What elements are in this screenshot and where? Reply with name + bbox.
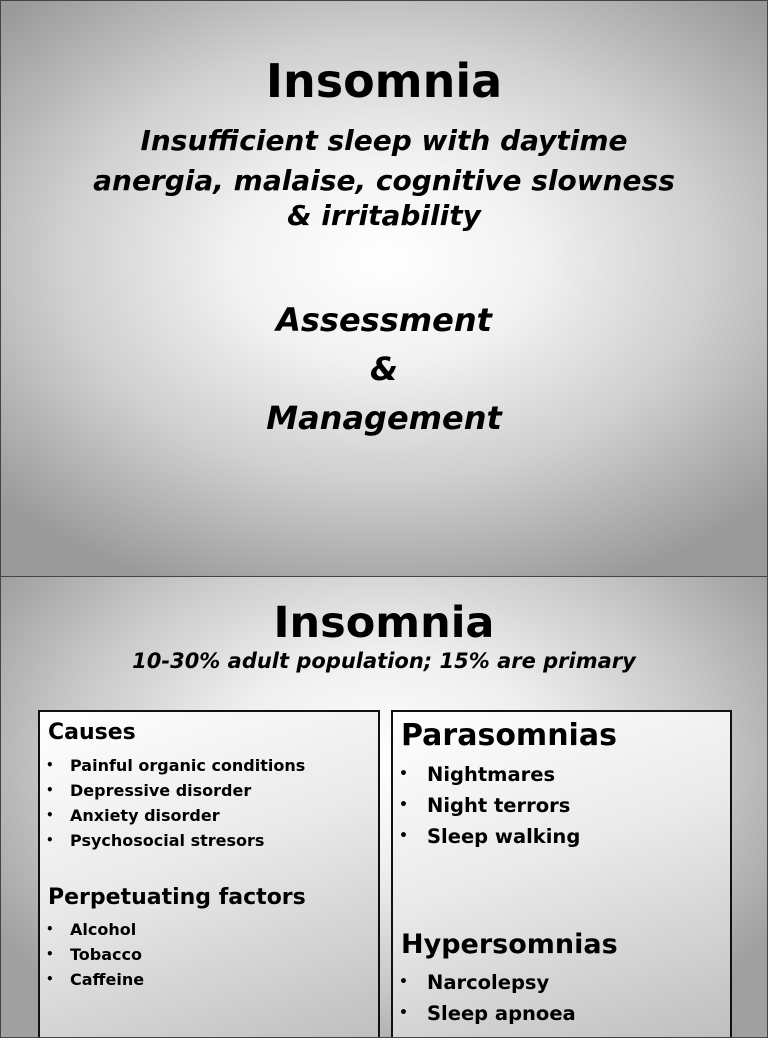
- bullet-icon: •: [399, 766, 408, 782]
- slide1-subtitle-line-1: Insufficient sleep with daytime: [140, 124, 628, 157]
- cause-label: Depressive disorder: [70, 781, 252, 800]
- list-item: [46, 942, 144, 967]
- list-item: [46, 967, 144, 992]
- list-item: [46, 917, 144, 942]
- parasomnias-heading: Parasomnias: [401, 718, 617, 753]
- factor-label: Caffeine: [70, 970, 145, 989]
- list-item: [46, 778, 305, 803]
- list-item: [399, 998, 576, 1029]
- cause-label: Psychosocial stresors: [70, 831, 265, 850]
- factor-label: Tobacco: [70, 945, 142, 964]
- bullet-icon: •: [399, 974, 408, 990]
- list-item: [46, 753, 305, 778]
- hypersomnias-list: [399, 967, 576, 1029]
- perpetuating-factors-list: [46, 917, 144, 992]
- bullet-icon: •: [46, 833, 54, 847]
- slide1-heading-management: Management: [266, 399, 502, 437]
- slide-insomnia-overview: [0, 576, 768, 1038]
- perpetuating-factors-heading: Perpetuating factors: [48, 885, 306, 910]
- list-item: [399, 967, 576, 998]
- causes-list: [46, 753, 305, 853]
- parasomnia-label: Sleep walking: [427, 825, 581, 848]
- bullet-icon: •: [399, 1005, 408, 1021]
- bullet-icon: •: [46, 783, 54, 797]
- slide1-heading-assessment: Assessment: [276, 301, 492, 339]
- bullet-icon: •: [399, 828, 408, 844]
- slide2-title: Insomnia: [273, 598, 495, 648]
- sleep-disorders-box: [391, 710, 732, 1038]
- causes-box: [38, 710, 380, 1038]
- slide1-subtitle-line-2: anergia, malaise, cognitive slowness: [93, 164, 675, 197]
- hypersomnia-label: Sleep apnoea: [427, 1002, 576, 1025]
- slide1-heading-ampersand: &: [370, 350, 398, 388]
- bullet-icon: •: [46, 808, 54, 822]
- list-item: [46, 803, 305, 828]
- slide2-subtitle: 10-30% adult population; 15% are primary: [132, 649, 636, 673]
- bullet-icon: •: [46, 758, 54, 772]
- list-item: [399, 759, 580, 790]
- list-item: [399, 790, 580, 821]
- parasomnia-label: Nightmares: [427, 763, 556, 786]
- factor-label: Alcohol: [70, 920, 137, 939]
- hypersomnias-heading: Hypersomnias: [401, 929, 618, 960]
- cause-label: Anxiety disorder: [70, 806, 220, 825]
- cause-label: Painful organic conditions: [70, 756, 306, 775]
- hypersomnia-label: Narcolepsy: [427, 971, 550, 994]
- slide1-subtitle-line-3: & irritability: [287, 199, 481, 232]
- parasomnias-list: [399, 759, 580, 852]
- slide1-title: Insomnia: [265, 54, 503, 108]
- bullet-icon: •: [46, 922, 54, 936]
- list-item: [46, 828, 305, 853]
- bullet-icon: •: [46, 972, 54, 986]
- causes-heading: Causes: [48, 720, 136, 745]
- bullet-icon: •: [46, 947, 54, 961]
- bullet-icon: •: [399, 797, 408, 813]
- parasomnia-label: Night terrors: [427, 794, 571, 817]
- list-item: [399, 821, 580, 852]
